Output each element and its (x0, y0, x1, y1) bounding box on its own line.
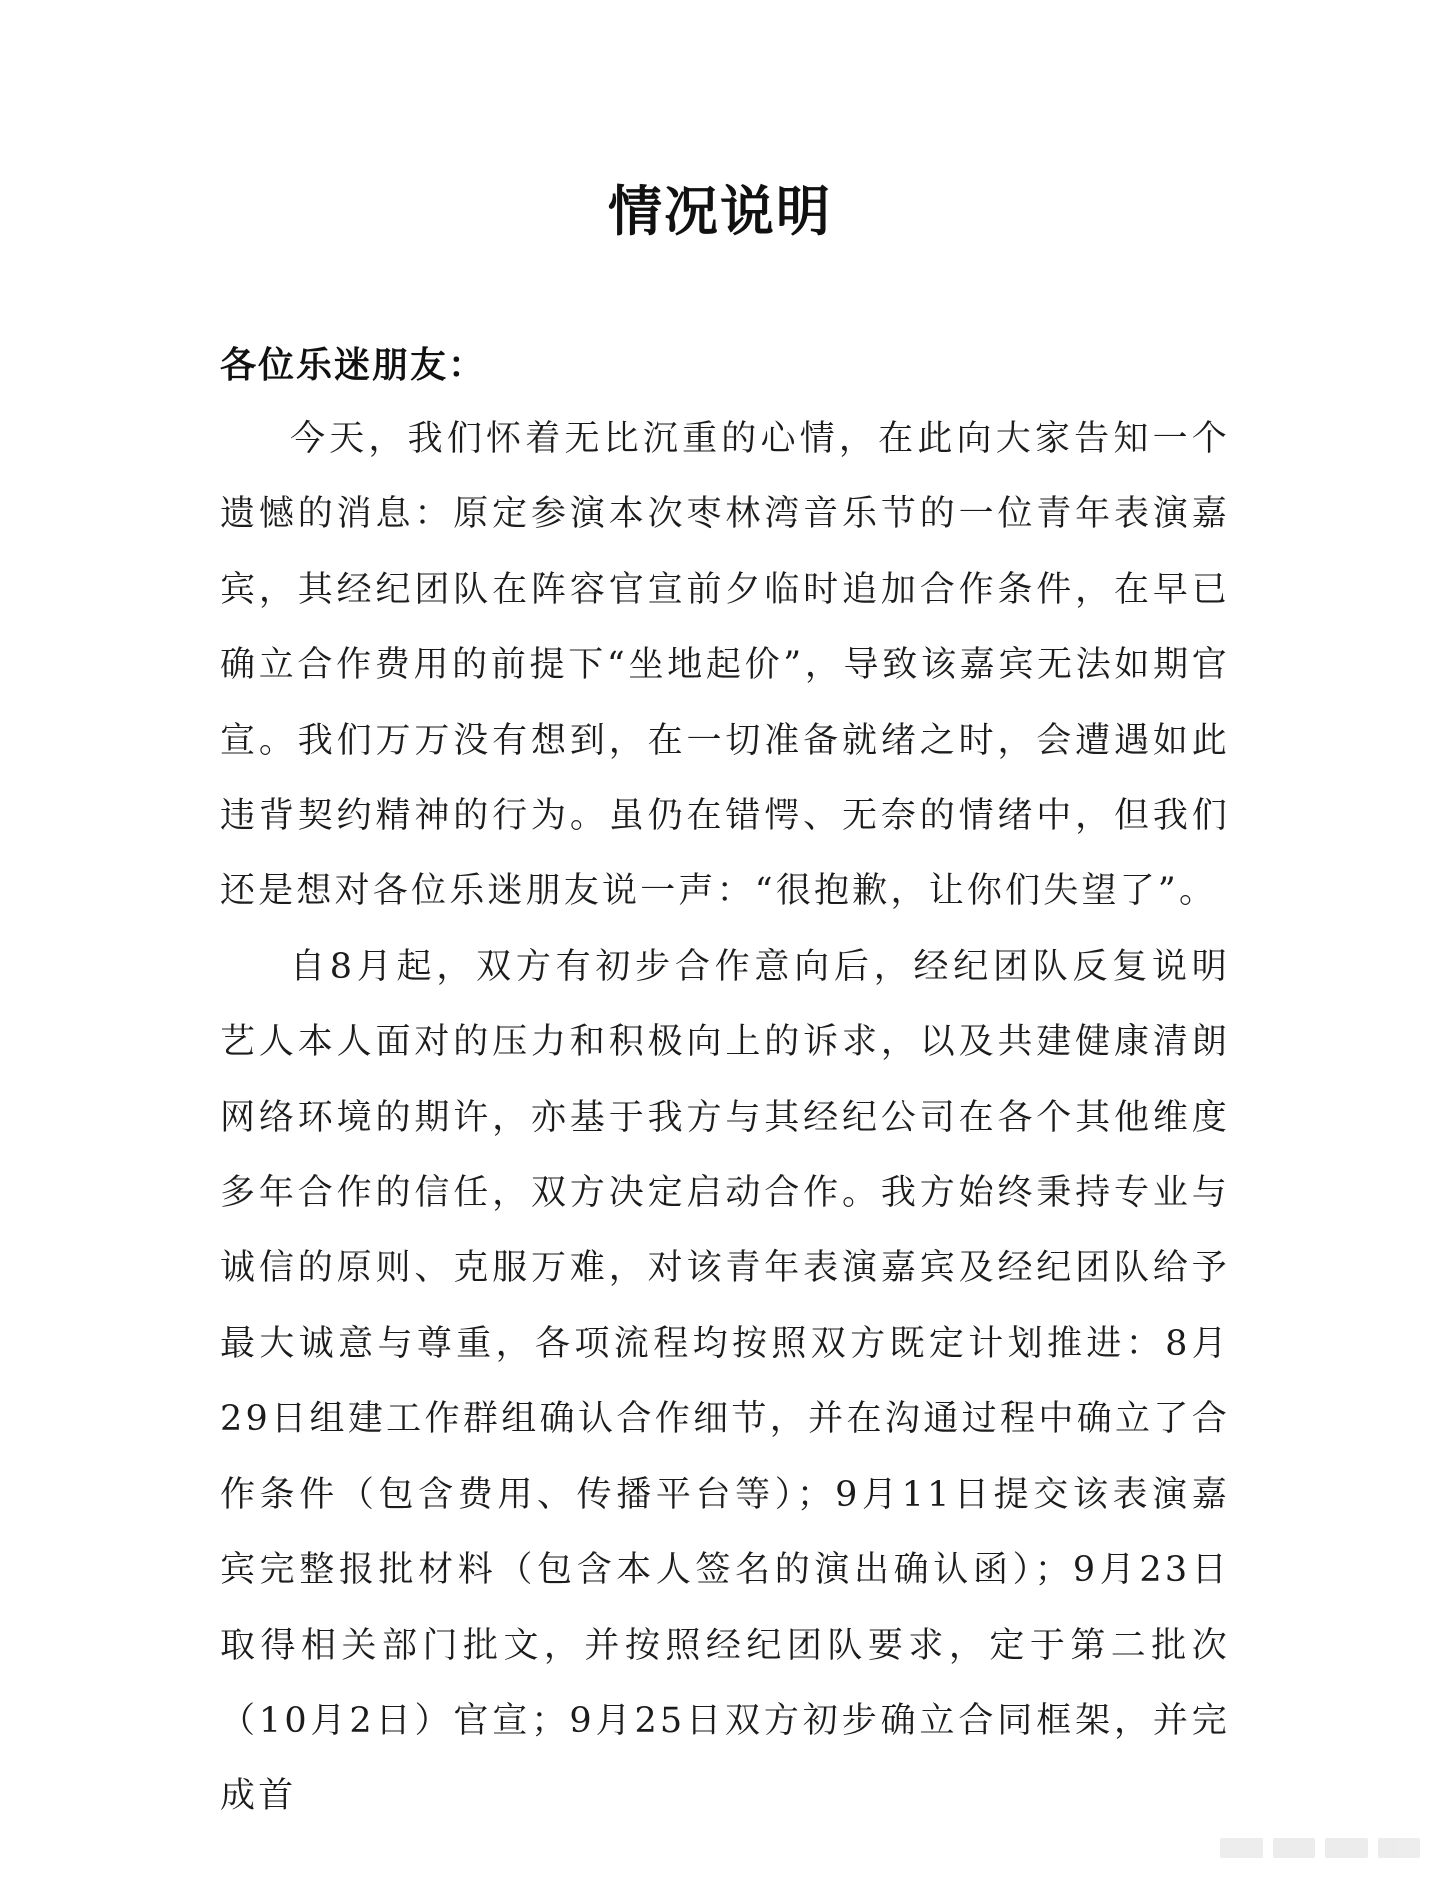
watermark-decoration (1220, 1838, 1420, 1858)
watermark-bar (1273, 1838, 1316, 1858)
paragraph-announcement: 今天，我们怀着无比沉重的心情，在此向大家告知一个遗憾的消息：原定参演本次枣林湾音乐节的一位青年表演嘉宾，其经纪团队在阵容官宣前夕临时追加合作条件，在早已确立合作费用的前提下“坐地起价”，导致该嘉宾无法如期官宣。我们万万没有想到，在一切准备就绪之时，会遭遇如此违背契约精神的行为。虽仍在错愕、无奈的情绪中，但我们还是想对各位乐迷朋友说一声：“很抱歉，让你们失望了”。 (220, 419, 1230, 912)
document-body (220, 402, 1230, 1835)
watermark-bar (1378, 1838, 1421, 1858)
paragraph-timeline: 自8月起，双方有初步合作意向后，经纪团队反复说明艺人本人面对的压力和积极向上的诉求，以及共建健康清朗网络环境的期许，亦基于我方与其经纪公司在各个其他维度多年合作的信任，双方决定启动合作。我方始终秉持专业与诚信的原则、克服万难，对该青年表演嘉宾及经纪团队给予最大诚意与尊重，各项流程均按照双方既定计划推进：8月29日组建工作群组确认合作细节，并在沟通过程中确立了合作条件（包含费用、传播平台等）；9月11日提交该表演嘉宾完整报批材料（包含本人签名的演出确认函）；9月23日取得相关部门批文，并按照经纪团队要求，定于第二批次（10月2日）官宣；9月25日双方初步确立合同框架，并完成首 (220, 946, 1230, 1817)
document-title: 情况说明 (608, 180, 832, 243)
watermark-bar (1325, 1838, 1368, 1858)
salutation: 各位乐迷朋友： (220, 345, 487, 386)
watermark-bar (1220, 1838, 1263, 1858)
